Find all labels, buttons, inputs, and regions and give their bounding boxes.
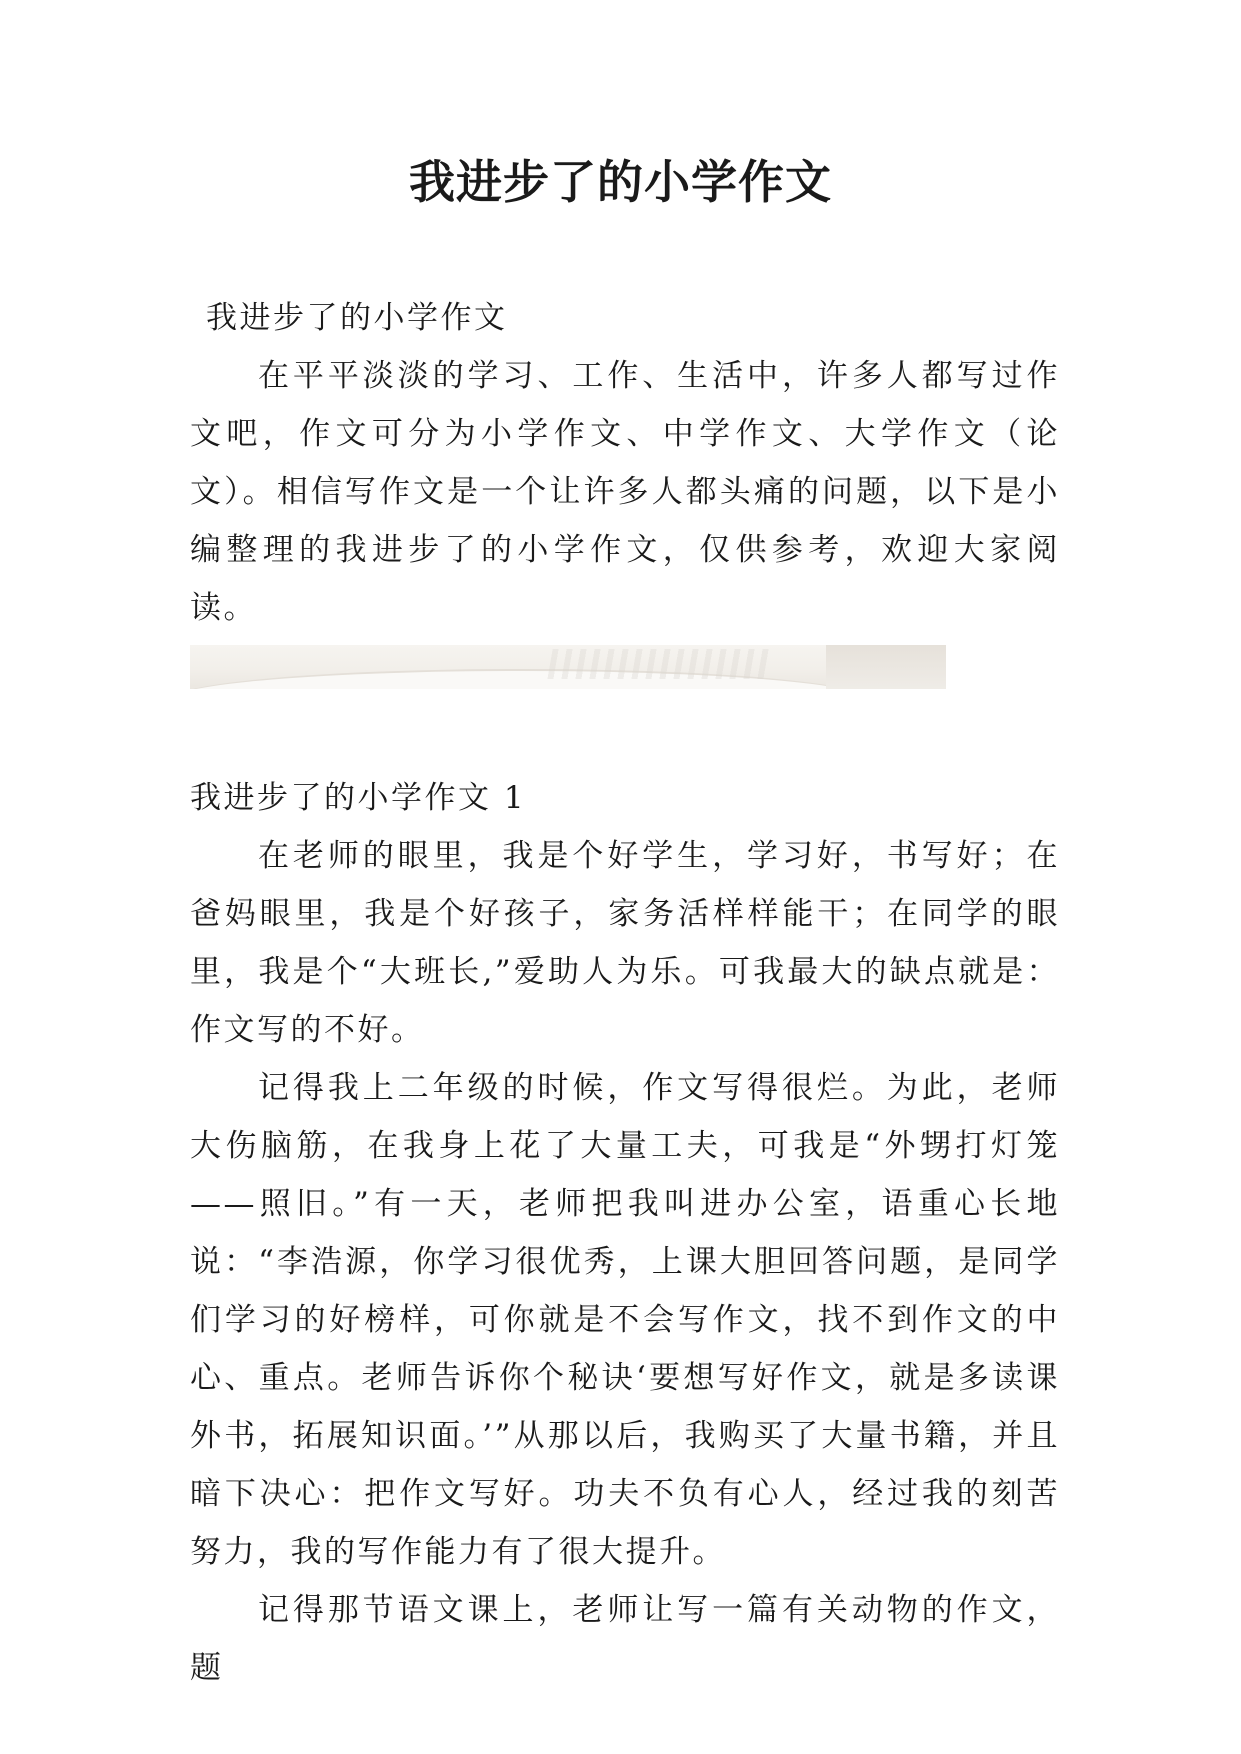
section-1-paragraph-2: 记得我上二年级的时候，作文写得很烂。为此，老师大伤脑筋，在我身上花了大量工夫，可我是“外甥打灯笼——照旧。”有一天，老师把我叫进办公室，语重心长地说：“李浩源，你学习很优秀，上课大胆回答问题，是同学们学习的好榜样，可你就是不会写作文，找不到作文的中心、重点。老师告诉你个秘诀‘要想写好作文，就是多读课外书，拓展知识面。’”从那以后，我购买了大量书籍，并且暗下决心：把作文写好。功夫不负有心人，经过我的刻苦努力，我的写作能力有了很大提升。 [190,1070,1060,1570]
section-1-heading: 我进步了的小学作文 1 [190,780,527,816]
decorative-book-photo [190,645,946,689]
photo-book-edge [826,645,946,689]
document-title: 我进步了的小学作文 [409,155,832,209]
photo-blurred-text [547,649,772,679]
document-body [190,289,1060,1697]
section-1-paragraph-1: 在老师的眼里，我是个好学生，学习好，书写好；在爸妈眼里，我是个好孩子，家务活样样能干；在同学的眼里，我是个“大班长,”爱助人为乐。可我最大的缺点就是：作文写的不好。 [190,838,1060,1048]
intro-heading: 我进步了的小学作文 [206,300,508,336]
intro-paragraph: 在平平淡淡的学习、工作、生活中，许多人都写过作文吧，作文可分为小学作文、中学作文、大学作文（论文）。相信写作文是一个让许多人都头痛的问题，以下是小编整理的我进步了的小学作文，仅供参考，欢迎大家阅读。 [190,358,1060,626]
section-1-paragraph-3: 记得那节语文课上，老师让写一篇有关动物的作文，题 [190,1592,1060,1686]
spacer [190,689,1060,747]
